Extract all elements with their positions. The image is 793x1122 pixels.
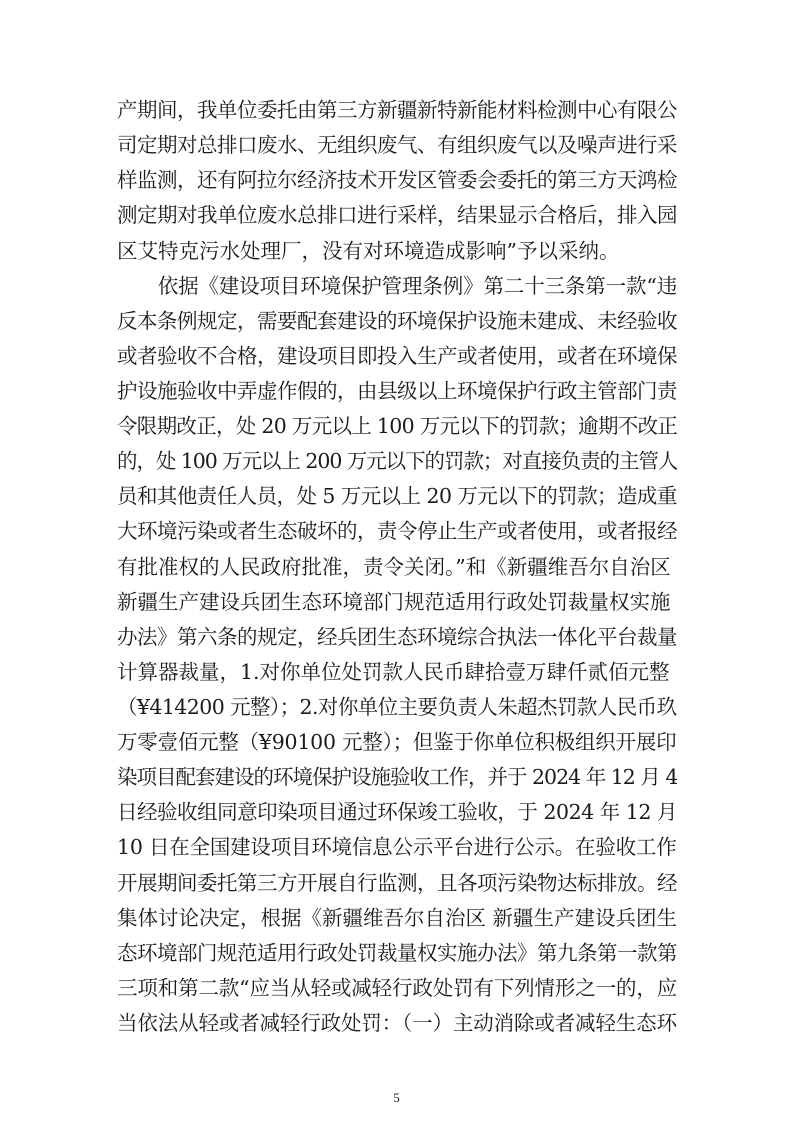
text-line: 万零壹佰元整（¥90100 元整）；但鉴于你单位积极组织开展印 <box>117 730 677 755</box>
text-line: 集体讨论决定，根据《新疆维吾尔自治区 新疆生产建设兵团生 <box>117 905 677 930</box>
text-line: 有批准权的人民政府批准，责令关闭。”和《新疆维吾尔自治区 <box>117 554 671 579</box>
text-line: 态环境部门规范适用行政处罚裁量权实施办法》第九条第一款第 <box>117 940 677 965</box>
text-line: 测定期对我单位废水总排口进行采样，结果显示合格后，排入园 <box>117 203 677 228</box>
text-line: 办法》第六条的规定，经兵团生态环境综合执法一体化平台裁量 <box>117 624 677 649</box>
text-line: 产期间，我单位委托由第三方新疆新特新能材料检测中心有限公 <box>117 98 677 122</box>
text-line: 大环境污染或者生态破坏的，责令停止生产或者使用，或者报经 <box>117 519 677 544</box>
text-line: 样监测，还有阿拉尔经济技术开发区管委会委托的第三方天鸿检 <box>117 168 677 193</box>
text-line: 新疆生产建设兵团生态环境部门规范适用行政处罚裁量权实施 <box>117 589 671 614</box>
text-line: 护设施验收中弄虚作假的，由县级以上环境保护行政主管部门责 <box>117 378 677 403</box>
text-line: 区艾特克污水处理厂，没有对环境造成影响”予以采纳。 <box>117 238 620 263</box>
text-line: 或者验收不合格，建设项目即投入生产或者使用，或者在环境保 <box>117 343 677 368</box>
text-line: 10 日在全国建设项目环境信息公示平台进行公示。在验收工作 <box>117 835 677 860</box>
text-line: 反本条例规定，需要配套建设的环境保护设施未建成、未经验收 <box>117 308 677 333</box>
text-line: 司定期对总排口废水、无组织废气、有组织废气以及噪声进行采 <box>117 133 677 158</box>
text-line: 令限期改正，处 20 万元以上 100 万元以下的罚款；逾期不改正 <box>117 414 677 438</box>
page-number: 5 <box>393 1090 400 1105</box>
text-line: 当依法从轻或者减轻行政处罚：（一）主动消除或者减轻生态环 <box>117 1011 677 1035</box>
text-line: 三项和第二款“应当从轻或减轻行政处罚有下列情形之一的，应 <box>117 975 677 1000</box>
text-line: （¥414200 元整）；2.对你单位主要负责人朱超杰罚款人民币玖 <box>117 695 677 719</box>
text-line: 日经验收组同意印染项目通过环保竣工验收，于 2024 年 12 月 <box>117 800 677 825</box>
text-line: 的，处 100 万元以上 200 万元以下的罚款；对直接负责的主管人 <box>117 449 677 474</box>
text-line: 计算器裁量，1.对你单位处罚款人民币肆拾壹万肆仟贰佰元整 <box>117 659 670 684</box>
text-line: 员和其他责任人员，处 5 万元以上 20 万元以下的罚款；造成重 <box>117 484 677 509</box>
text-line: 染项目配套建设的环境保护设施验收工作，并于 2024 年 12 月 4 <box>117 765 677 790</box>
text-line: 开展期间委托第三方开展自行监测，且各项污染物达标排放。经 <box>117 870 677 895</box>
text-line: 依据《建设项目环境保护管理条例》第二十三条第一款“违 <box>117 273 677 298</box>
